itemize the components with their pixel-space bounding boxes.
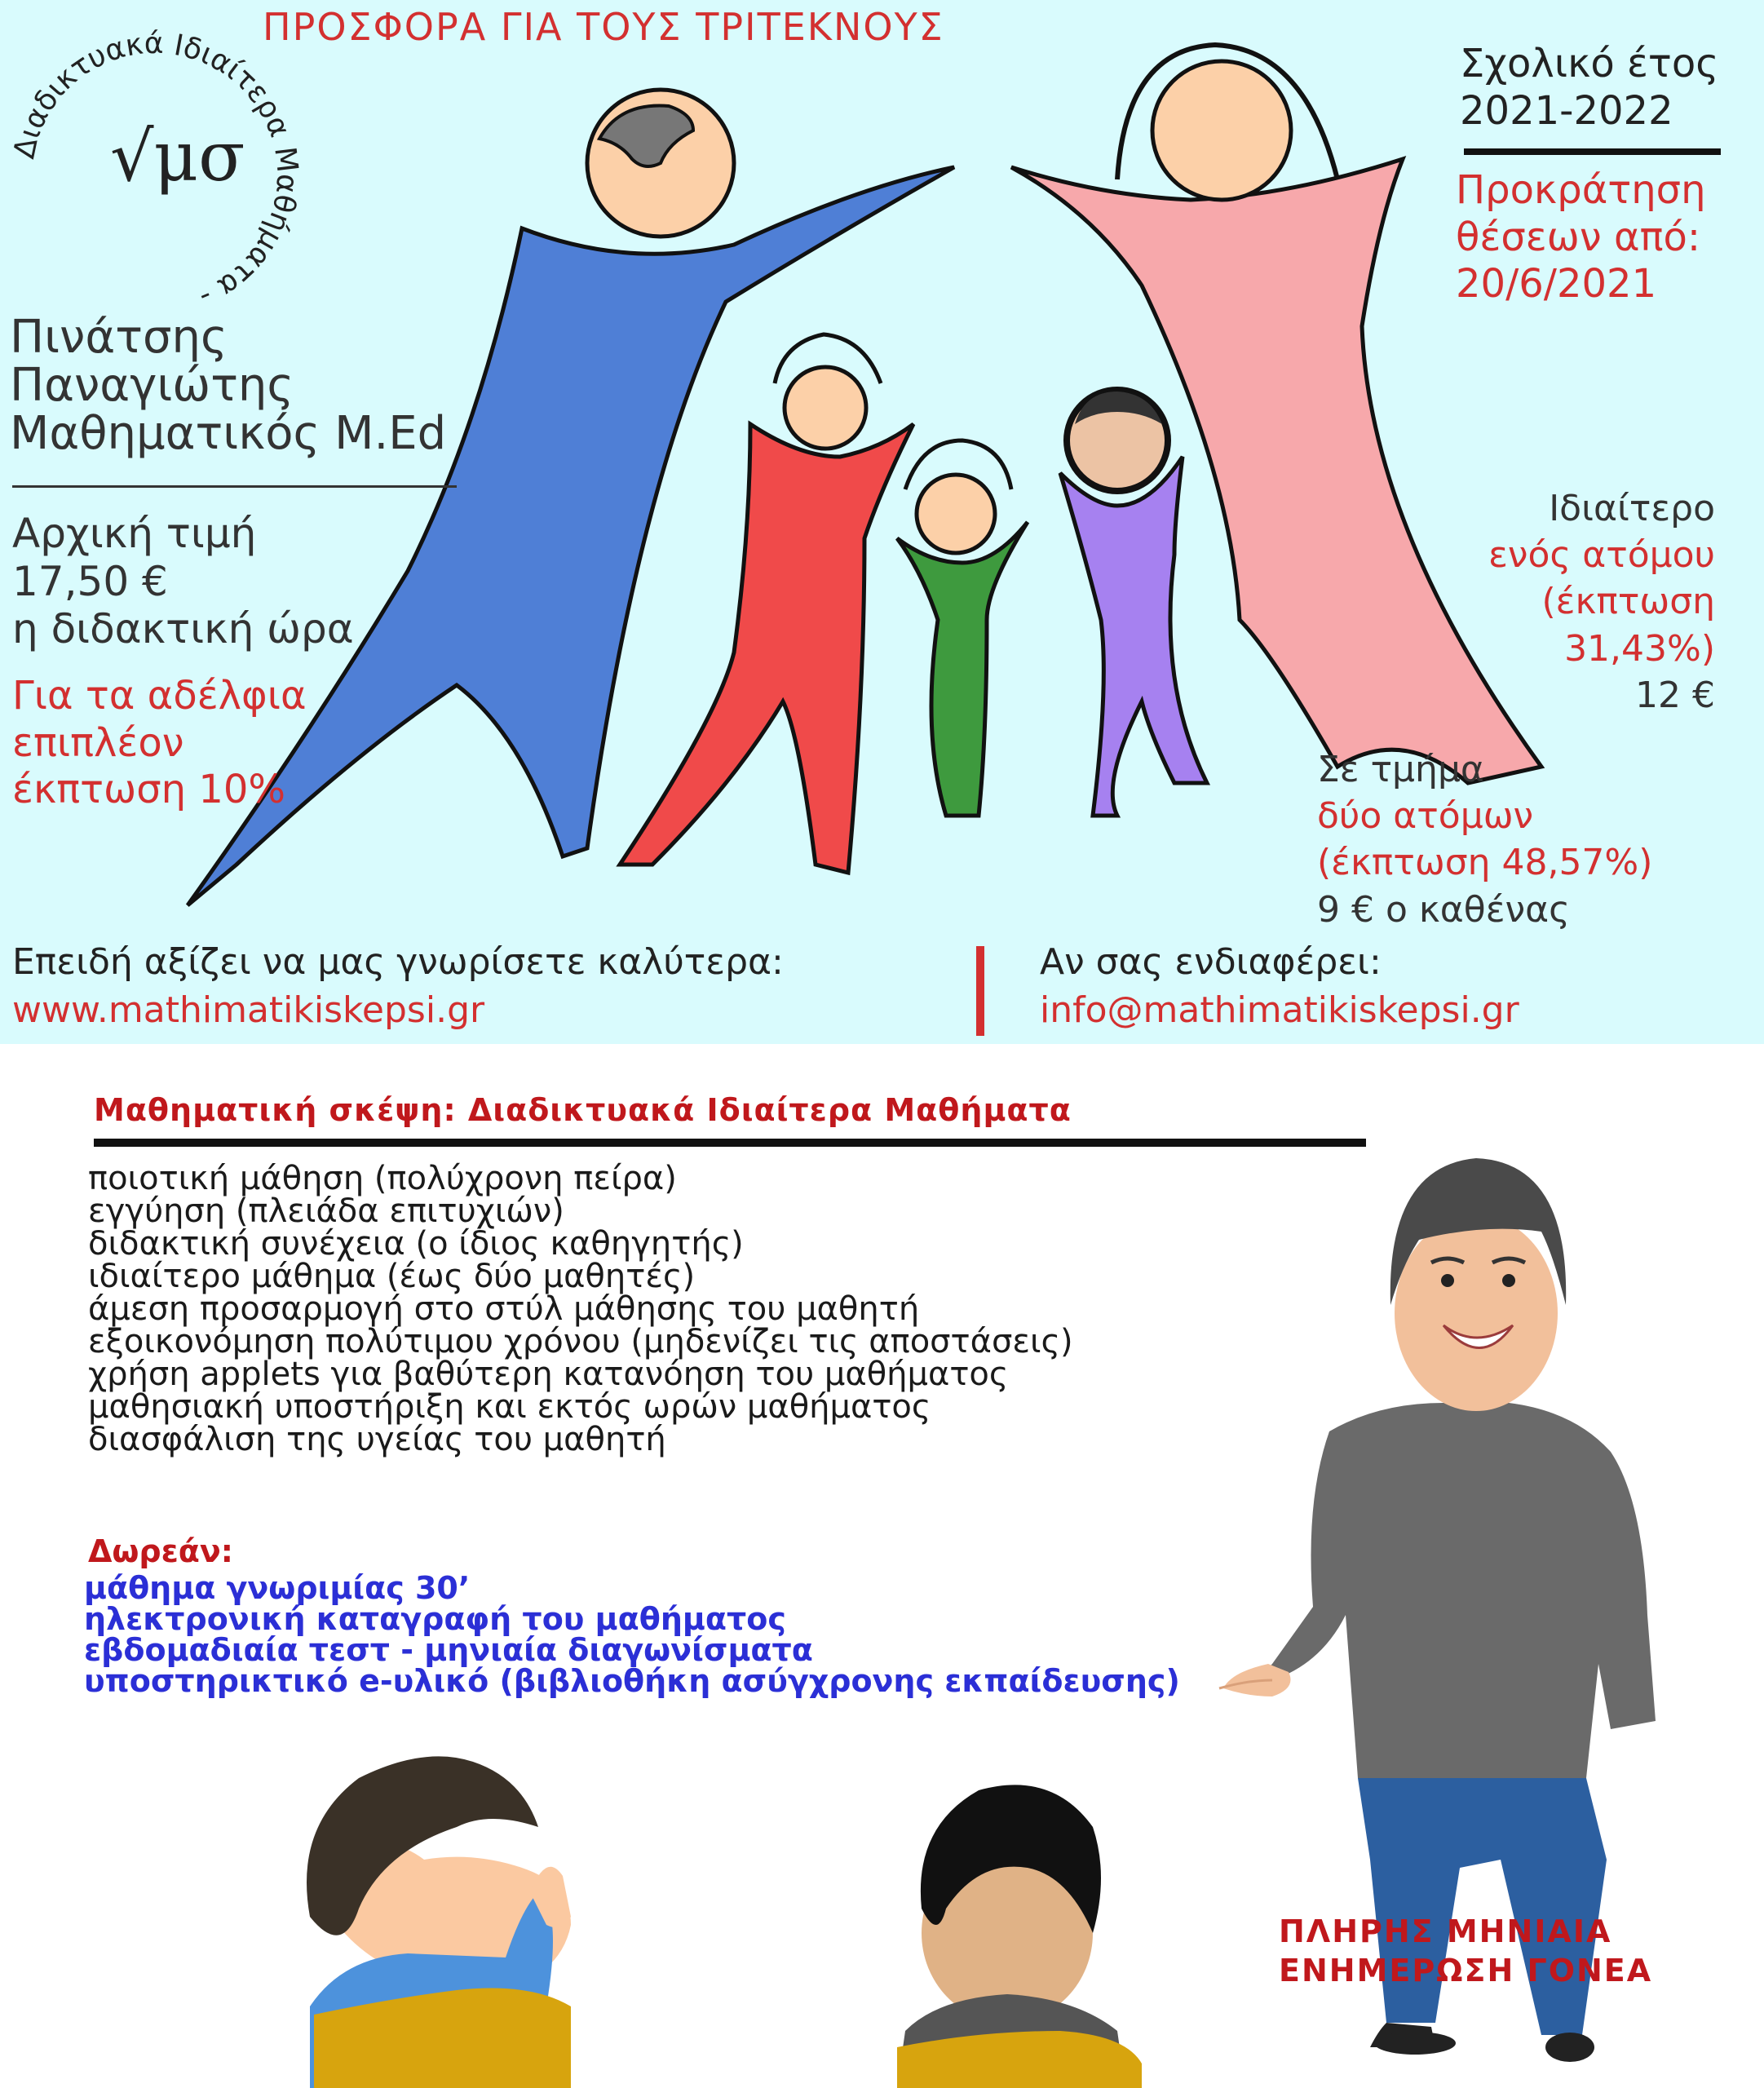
group-line-1: Σε τμήμα xyxy=(1317,749,1484,790)
free-item: ηλεκτρονική καταγραφή του μαθήματος xyxy=(84,1601,786,1637)
free-items-list xyxy=(84,1570,1180,1699)
initial-price xyxy=(12,510,354,653)
siblings-discount xyxy=(12,673,307,814)
siblings-line-3: έκπτωση 10% xyxy=(12,767,286,813)
group-line-3: (έκπτωση 48,57%) xyxy=(1317,842,1653,884)
free-item: υποστηρικτικό e-υλικό (βιβλιοθήκη ασύγχρονης εκπαίδευσης) xyxy=(84,1663,1180,1699)
feature-item: ποιοτική μάθηση (πολύχρονη πείρα) xyxy=(88,1160,677,1197)
footer-website xyxy=(12,938,784,1035)
footer-email xyxy=(1040,938,1519,1035)
group-lesson-offer xyxy=(1317,746,1652,933)
website-label: Επειδή αξίζει να μας γνωρίσετε καλύτερα: xyxy=(12,941,784,983)
child-purple-body xyxy=(1060,457,1207,816)
school-year-underline xyxy=(1464,148,1721,155)
siblings-line-2: επιπλέον xyxy=(12,719,184,766)
group-line-2: δύο ατόμων xyxy=(1317,795,1534,838)
feature-item: ιδιαίτερο μάθημα (έως δύο μαθητές) xyxy=(88,1258,696,1295)
parent-update-line-1: ΠΛΗΡΗΣ ΜΗΝΙΑΙΑ xyxy=(1279,1913,1612,1949)
reservation-notice xyxy=(1456,167,1706,308)
teacher-underline xyxy=(12,485,457,488)
parent-update-notice xyxy=(1279,1913,1652,1990)
free-label: Δωρεάν: xyxy=(88,1533,233,1569)
teacher-last-name: Παναγιώτης xyxy=(10,358,294,412)
features-heading: Μαθηματική σκέψη: Διαδικτυακά Ιδιαίτερα Μαθήματα xyxy=(94,1092,1072,1128)
school-year-value: 2021-2022 xyxy=(1460,87,1673,134)
teacher-first-name: Πινάτσης xyxy=(10,311,228,364)
logo-ring-text: Διαδικτυακά Ιδιαίτερα Μαθήματα - xyxy=(7,26,304,315)
heading-underline xyxy=(94,1139,1366,1147)
siblings-line-1: Για τα αδέλφια xyxy=(12,673,307,719)
email-link[interactable]: info@mathimatikiskepsi.gr xyxy=(1040,989,1519,1032)
private-line-4: 31,43%) xyxy=(1564,627,1715,670)
feature-item: διδακτική συνέχεια (ο ίδιος καθηγητής) xyxy=(88,1225,744,1263)
footer-divider xyxy=(976,946,984,1036)
website-link[interactable]: www.mathimatikiskepsi.gr xyxy=(12,989,485,1032)
private-line-2: ενός ατόμου xyxy=(1488,534,1715,577)
private-line-3: (έκπτωση xyxy=(1541,581,1715,623)
student-right-figure xyxy=(897,1785,1142,2088)
private-price: 12 € xyxy=(1635,674,1715,716)
group-price: 9 € ο καθένας xyxy=(1317,888,1570,931)
child-green-head xyxy=(917,475,995,553)
reservation-line-1: Προκράτηση xyxy=(1456,167,1706,213)
child-red-head xyxy=(785,367,866,449)
features-list xyxy=(88,1162,1073,1456)
feature-item: χρήση applets για βαθύτερη κατανόηση του μαθήματος xyxy=(88,1356,1009,1393)
free-item: μάθημα γνωριμίας 30’ xyxy=(84,1570,471,1606)
price-value: 17,50 € xyxy=(12,557,168,605)
feature-item: εγγύηση (πλειάδα επιτυχιών) xyxy=(88,1192,564,1230)
teacher-name xyxy=(10,311,447,460)
reservation-line-2: θέσεων από: xyxy=(1456,214,1701,260)
feature-item: μαθησιακή υποστήριξη και εκτός ωρών μαθήματος xyxy=(88,1388,931,1426)
private-line-1: Ιδιαίτερο xyxy=(1549,488,1715,529)
offer-title: ΠΡΟΣΦΟΡΑ ΓΙΑ ΤΟΥΣ ΤΡΙΤΕΚΝΟΥΣ xyxy=(263,5,944,49)
child-red-body xyxy=(620,424,913,873)
price-label: Αρχική τιμή xyxy=(12,510,257,557)
school-year-label: Σχολικό έτος xyxy=(1460,41,1719,86)
private-lesson-offer xyxy=(1488,485,1715,719)
reservation-date: 20/6/2021 xyxy=(1456,261,1657,307)
teacher-title: Μαθηματικός M.Ed xyxy=(10,406,447,460)
feature-item: εξοικονόμηση πολύτιμου χρόνου (μηδενίζει τις αποστάσεις) xyxy=(88,1323,1073,1360)
student-left-figure xyxy=(307,1756,571,2088)
school-year xyxy=(1460,41,1718,135)
feature-item: διασφάλιση της υγείας του μαθητή xyxy=(88,1421,666,1458)
price-unit: η διδακτική ώρα xyxy=(12,605,354,652)
parent-update-line-2: ΕΝΗΜΕΡΩΣΗ ΓΟΝΕΑ xyxy=(1279,1952,1653,1988)
free-item: εβδομαδιαία τεστ - μηνιαία διαγωνίσματα xyxy=(84,1632,813,1668)
mother-head xyxy=(1152,61,1291,200)
features-panel xyxy=(0,1044,1764,2088)
child-green-body xyxy=(897,522,1028,816)
email-label: Αν σας ενδιαφέρει: xyxy=(1040,941,1382,983)
feature-item: άμεση προσαρμογή στο στύλ μάθησης του μαθητή xyxy=(88,1290,920,1328)
logo-symbol: √μσ xyxy=(110,117,245,197)
